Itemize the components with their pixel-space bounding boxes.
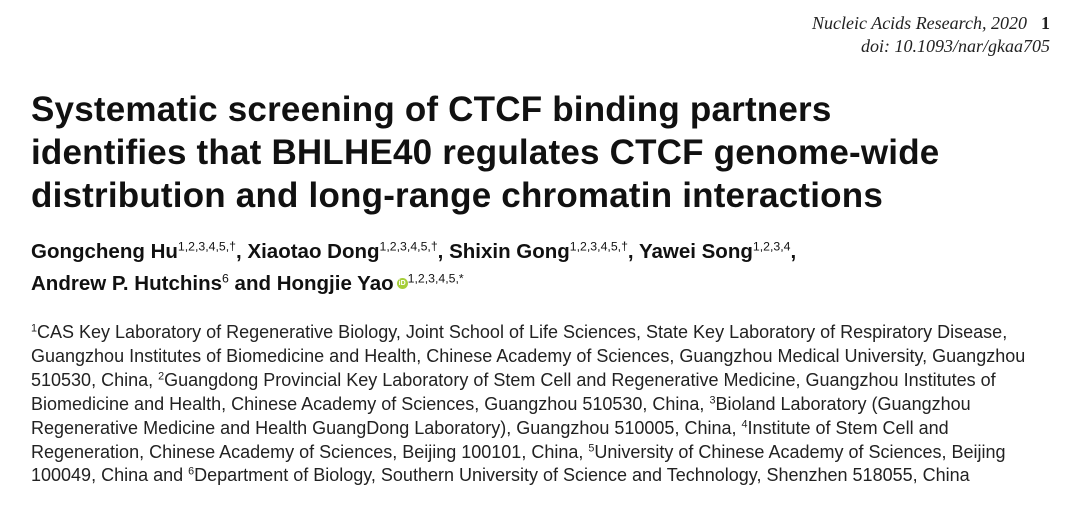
author[interactable]: Shixin Gong$^{1,2,3,4,5,\dagger}$ [449,239,628,263]
author[interactable]: Hongjie Yao iD $^{1,2,3,4,5,*}$ [276,271,464,295]
title-line-1: Systematic screening of CTCF binding partners [31,90,832,129]
orcid-icon[interactable]: iD [398,280,406,288]
author-affiliation-sup: 6 [222,271,229,286]
affiliations [31,321,1061,488]
author-affiliation-sup: 1,2,3,4 [752,239,791,254]
journal-header [812,12,1050,58]
author-affiliation-sup: 1,2,3,4,5,* [407,271,464,286]
author-affiliation-sup: 1,2,3,4,5,† [569,239,628,254]
journal-citation: Nucleic Acids Research, 2020 [812,13,1027,33]
title-line-2: identifies that BHLHE40 regulates CTCF genome-wide [31,133,940,172]
journal-citation-line [812,12,1050,35]
author[interactable]: Andrew P. Hutchins$^6$ [31,271,229,295]
doi[interactable]: doi: 10.1093/nar/gkaa705 [861,36,1050,56]
author-list: Gongcheng $Hu^{1,2,3,4,5,\dagger}$, Xiaotao Dong$^{1,2,3,4,5,\dagger}$, Shixin Gong$^{1,2,3,4,5,\dagger}$, Yawei Song$^{1,2,3,4}$, Andrew P. Hutchins$^6$ and Hongjie Yao iD $^{1,2,3,4,5,*}$ [31,239,797,295]
author-affiliation-sup: 1,2,3,4,5,† [379,239,438,254]
affiliation-text: $^1$CAS Key Laboratory of Regenerative Biology, Joint School of Life Sciences, State Key Laboratory of Respiratory Disease, Guangzhou Institutes of Biomedicine and Health, Chinese Academy of Sciences, Guangzhou Medical University, Guangzhou 510530, China, $^2$Guangdong Provincial Key Laboratory of Stem Cell and Regenerative Medicine, Guangzhou Institutes of Biomedicine and Health, Chinese Academy of Sciences, Guangzhou 510530, China, $^3$Bioland Laboratory (Guangzhou Regenerative Medicine and Health GuangDong Laboratory), Guangzhou 510005, China, $^4$Institute of Stem Cell and Regeneration, Chinese Academy of Sciences, Beijing 100101, China, $^5$University of Chinese Academy of Sciences, Beijing 100049, China and $^6$Department of Biology, Southern University of Science and Technology, Shenzhen 518055, China [31,322,1026,486]
page-number: 1 [1041,13,1050,33]
article-title [31,88,1071,217]
author[interactable]: Xiaotao Dong$^{1,2,3,4,5,\dagger}$ [247,239,438,263]
author[interactable]: Gongcheng $Hu^{1,2,3,4,5,\dagger}$ [31,239,237,263]
title-line-3: distribution and long-range chromatin interactions [31,176,883,215]
author-affiliation-sup: 1,2,3,4,5,† [177,239,237,254]
author[interactable]: Yawei Song$^{1,2,3,4}$ [638,239,791,263]
